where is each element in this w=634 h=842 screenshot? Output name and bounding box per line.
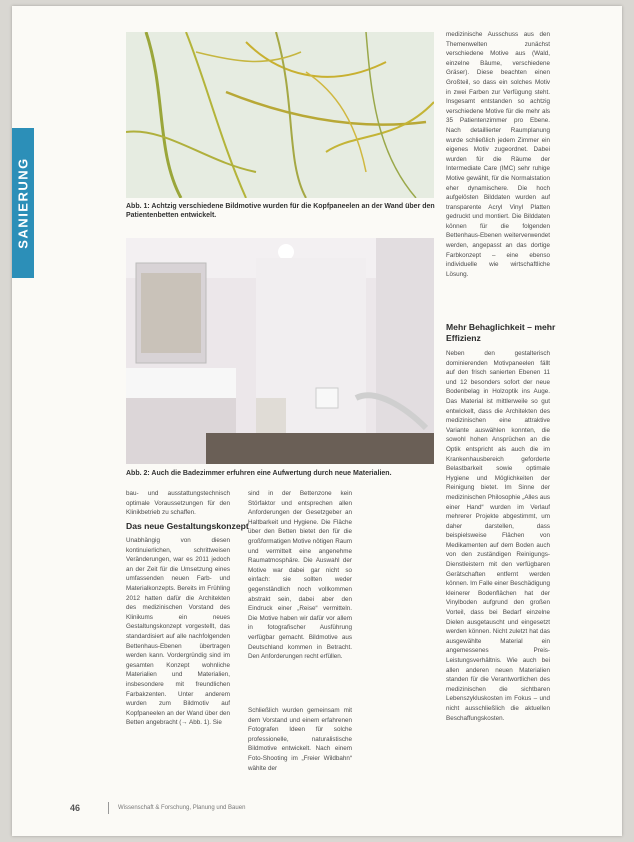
bathroom-illustration: [126, 238, 434, 464]
footer-divider: [108, 802, 109, 814]
column-2: [248, 489, 352, 699]
grass-illustration: [126, 32, 434, 198]
page-number: 46: [70, 803, 81, 813]
footer-publication: Wissenschaft & Forschung, Planung und Bauen: [118, 805, 246, 811]
magazine-page: [12, 6, 622, 836]
col3-paragraph: Neben den gestalterisch dominierenden Motivpaneelen fällt auf den frisch sanierten Ebenen 11 und 12 besonders sofort der neue Bodenbelag in Holzoptik ins Auge. Das Material ist mittlerweile so gut entwickelt, dass die Architekten des medizinischen eine attraktive Variante auswählen konnten, die sowohl hohen Ansprüchen an die Optik entspricht als auch die im Krankenhausbereich geforderte Belastbarkeit sowie optimale Hygiene und Möglichkeiten der Reinigung bietet. Im Sinne der medizinischen Philosophie „Alles aus einer Hand“ wurden im Verlauf mehrerer Projekte abgestimmt, um daher darstellen, dass beispielsweise Flächen von Medikamenten auf dem Boden auch von den zuständigen Reinigungs-Dienstleistern mit den verfügbaren Gerätschaften entfernt werden können. Im Falle einer Beschädigung kleinerer Bodenflächen hat der Vinylboden aufgrund den großen Vorteil, dass bei Bedarf einzelne Dielen ausgetauscht und eingesetzt werden können. Nicht zuletzt hat das ausgewählte Material ein angemessenes Preis-Leistungsverhältnis. Wie auch bei allen anderen neuen Materialien standen für die Verantwortlichen des medizinischen die sichtbaren Lebenszykluskosten im Fokus – und nicht ausschließlich die aktuellen Beschaffungskosten.: [446, 350, 550, 722]
figure-2-caption: Abb. 2: Auch die Badezimmer erfuhren eine Aufwertung durch neue Materialien.: [126, 470, 392, 477]
col3-top-paragraph: medizinische Ausschuss aus den Themenwelten zunächst verschiedene Motive aus (Wald, einzelne Bäume, verschiedene Gräser). Diese beachten einen Großteil, so dass ein solches Motiv in zwei Farben zur Verfügung steht. Insgesamt entstanden so achtzig verschiedene Motive für die mehr als 35 Patientenzimmer pro Ebene. Nach detaillierter Raumplanung wurde schließlich jedem Zimmer ein eigenes Motiv zugeordnet. Dabei wurden für die Räume der Intermediate Care (IMC) sehr ruhige Motive gewählt, für die Normalstation eher dynamischere. Die hoch aufgelösten Bilddaten wurden auf transparente Acryl Vinyl Platten gedruckt und montiert. Die Bilddaten können für die folgenden Bettenhaus-Ebenen weiterverwendet werden, angepasst an das dortige Farbkonzept – eine ebenso individuelle wie wirtschaftliche Lösung.: [446, 31, 550, 278]
bathroom-photo: [126, 238, 434, 464]
column-3-top: [446, 30, 550, 316]
col1-paragraph: Unabhängig von diesen kontinuierlichen, schrittweisen Veränderungen, war es 2011 jedoch an der Zeit für die Umsetzung eines umfassenden neuen Farb- und Materialkonzepts. Bereits im Frühling 2012 hatten dafür die Architekten des medizinischen Vorstand des Klinikums ein neues Gestaltungskonzept vorgestellt, das standardisiert auf alle nachfolgenden Bettenhaus-Ebenen übertragen werden kann. Vordergründig sind im gesamten Konzept wohnliche Materialien und Materialien, insbesondere mit freundlichen Farbakzenten. Unter anderem wurden zum Bildmotiv auf Kopfpaneelen an der Wand über den Betten angebracht (→ Abb. 1). Sie: [126, 537, 230, 727]
heading-behaglichkeit: Mehr Behaglichkeit – mehr Effizienz: [446, 322, 556, 343]
column-3-body: [446, 349, 550, 799]
figure-1-caption: Abb. 1: Achtzig verschiedene Bildmotive wurden für die Kopfpaneelen an der Wand über den Patientenbetten entwickelt.: [126, 203, 435, 219]
column-2-end: [248, 706, 352, 798]
col2-end-paragraph: Schließlich wurden gemeinsam mit dem Vorstand und einem erfahrenen Fotografen Ideen für solche professionelle, naturalistische Bildmotive entwickelt. Nach einem Foto-Shooting im „Freier Wildbahn“ wählte der: [248, 707, 352, 772]
section-tab-label: SANIERUNG: [15, 157, 31, 249]
heading-gestaltungskonzept: Das neue Gestaltungskonzept: [126, 521, 249, 531]
column-1-body: [126, 536, 230, 800]
col2-paragraph: sind in der Bettenzone kein Störfaktor und entsprechen allen Anforderungen der Gesetzgeber an Haltbarkeit und Hygiene. Die Fläche über den Betten bietet den für die großformatigen Motive nötigen Raum und vermittelt eine angenehme Raumatmosphäre. Die Auswahl der Motive war dabei gar nicht so einfach: sie sollten weder gegenständlich noch vollkommen abstrakt sein, dabei aber den Eindruck einer „Reise“ vermitteln. Die Motive haben wir dafür vor allem in fotografischer Ausführung verfügbar gemacht. Bildmotive aus Deutschland kommen in Betracht. Den Anforderungen recht erfüllen.: [248, 490, 352, 661]
grass-photo: [126, 32, 434, 198]
column-1: [126, 489, 230, 518]
intro-paragraph: bau- und ausstattungstechnisch optimale Voraussetzungen für den Klinikbetrieb zu schaffen.: [126, 490, 230, 517]
section-tab: [12, 128, 34, 278]
